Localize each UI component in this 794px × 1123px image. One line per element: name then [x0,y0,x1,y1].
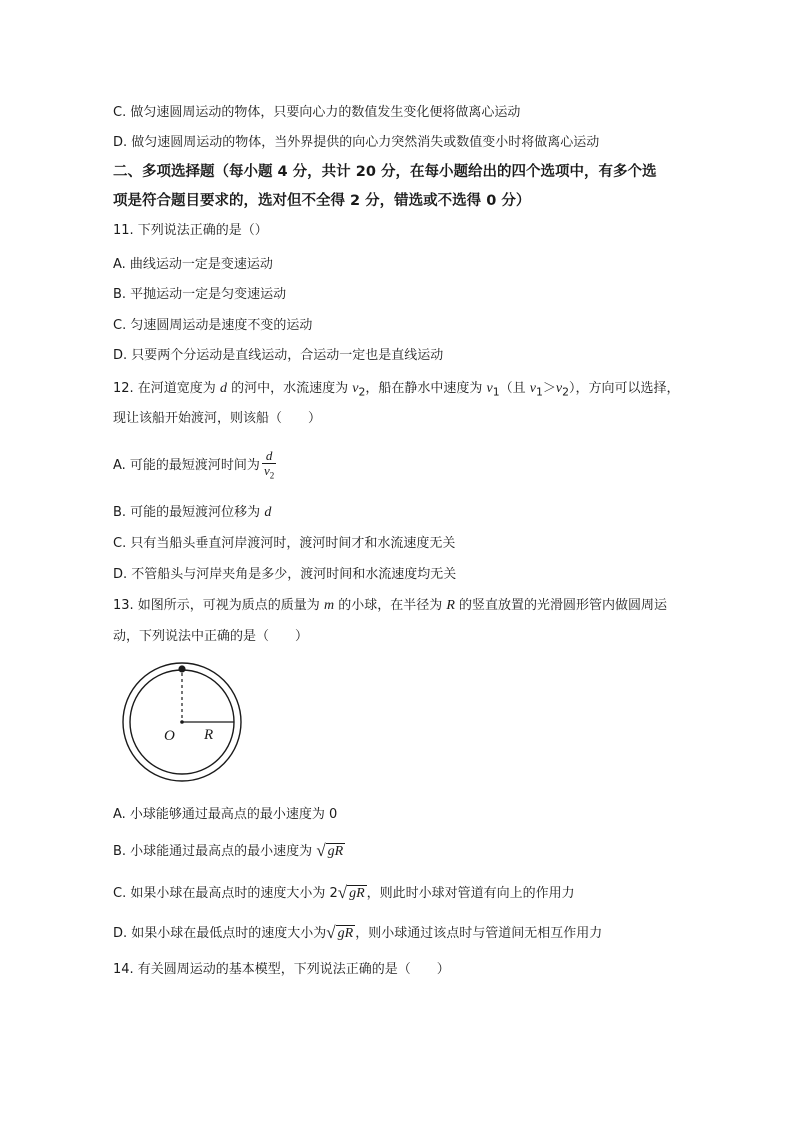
fraction-d-over-v2 [262,449,276,483]
fraction-den-var: v [263,462,270,478]
q10-option-c: C. 做匀速圆周运动的物体，只要向心力的数值发生变化便将做离心运动 [113,105,521,120]
q12-stem-text: 12. 在河道宽度为 [113,381,220,396]
q12-sub-1: 1 [535,385,543,399]
q11-option-a: A. 曲线运动一定是变速运动 [113,257,273,272]
q12-stem-line2: 现让该船开始渡河，则该船（ ） [113,411,322,426]
q11-stem: 11. 下列说法正确的是（） [113,223,268,238]
q13-option-d-text: ，则小球通过该点时与管道间无相互作用力 [355,926,603,941]
sqrt-radicand: gR [337,926,354,941]
sqrt-gR [326,922,355,945]
q13-stem-line1 [113,597,667,615]
radius-label-R: R [204,727,214,743]
q13-stem-text: 的竖直放置的光滑圆形管内做圆周运 [454,598,668,613]
center-label-O: O [164,728,175,744]
q12-var-v2: v [352,381,359,396]
q12-gt-sign: ＞ [542,381,556,396]
q13-var-R: R [446,598,455,613]
q12-stem-text: ，船在静水中速度为 [365,381,487,396]
q12-var-v2: v [555,381,563,396]
q13-option-b [113,840,345,863]
q12-var-v1: v [529,381,536,396]
q10-option-d: D. 做匀速圆周运动的物体，当外界提供的向心力突然消失或数值变小时将做离心运动 [113,135,600,150]
q13-stem-line2: 动，下列说法中正确的是（ ） [113,629,309,644]
q12-option-a-text: A. 可能的最短渡河时间为 [113,458,260,473]
q13-stem-text: 的小球，在半径为 [334,598,447,613]
sqrt-gR [316,840,345,863]
q13-option-c-text: ，则此时小球对管道有向上的作用力 [366,886,575,901]
q13-option-d [113,922,602,945]
sqrt-radicand: gR [349,886,365,901]
q13-option-c-text: C. 如果小球在最高点时的速度大小为 2 [113,886,338,901]
q13-option-d-text: D. 如果小球在最低点时的速度大小为 [113,926,327,941]
q12-stem-text: （且 [499,381,530,396]
q11-option-d: D. 只要两个分运动是直线运动，合运动一定也是直线运动 [113,348,444,363]
q12-stem-text: 的河中，水流速度为 [226,381,353,396]
q14-stem: 14. 有关圆周运动的基本模型，下列说法正确的是（ ） [113,962,450,977]
q12-option-b-text: B. 可能的最短渡河位移为 [113,505,265,520]
q12-stem-text: ），方向可以选择， [568,381,680,396]
section2-heading-line1: 二、多项选择题（每小题 4 分，共计 20 分，在每小题给出的四个选项中，有多个选 [113,164,657,180]
q12-var-d: d [219,381,227,396]
q12-option-d: D. 不管船头与河岸夹角是多少，渡河时间和水流速度均无关 [113,567,457,582]
sqrt-gR [338,882,367,905]
q13-option-b-text: B. 小球能通过最高点的最小速度为 [113,844,313,859]
q12-sub-2: 2 [358,385,366,399]
center-point [180,720,184,724]
fraction-denominator [262,464,276,483]
q13-option-c [113,882,575,905]
q12-var-v1: v [486,381,493,396]
fraction-numerator: d [262,449,276,464]
q13-option-a: A. 小球能够通过最高点的最小速度为 0 [113,807,338,822]
sqrt-symbol: √ [326,923,336,942]
q11-option-c: C. 匀速圆周运动是速度不变的运动 [113,318,313,333]
q13-var-m: m [323,598,335,613]
ball-dot [178,665,185,672]
q12-option-b [113,504,271,522]
q12-option-a [113,446,276,486]
sqrt-symbol: √ [337,883,348,902]
sqrt-symbol: √ [316,841,326,860]
circular-tube-figure [118,660,248,785]
section2-heading-line2: 项是符合题目要求的，选对但不全得 2 分，错选或不选得 0 分） [113,193,531,209]
q12-sub-1: 1 [492,385,500,399]
sqrt-radicand: gR [327,844,344,859]
q13-stem-text: 13. 如图所示，可视为质点的质量为 [113,598,324,613]
q12-option-c: C. 只有当船头垂直河岸渡河时，渡河时间才和水流速度无关 [113,536,456,551]
q12-sub-2: 2 [562,385,569,399]
q12-stem-line1 [113,380,679,402]
q12-var-d: d [264,505,272,520]
q11-option-b: B. 平抛运动一定是匀变速运动 [113,287,287,302]
fraction-den-sub: 2 [269,470,275,481]
